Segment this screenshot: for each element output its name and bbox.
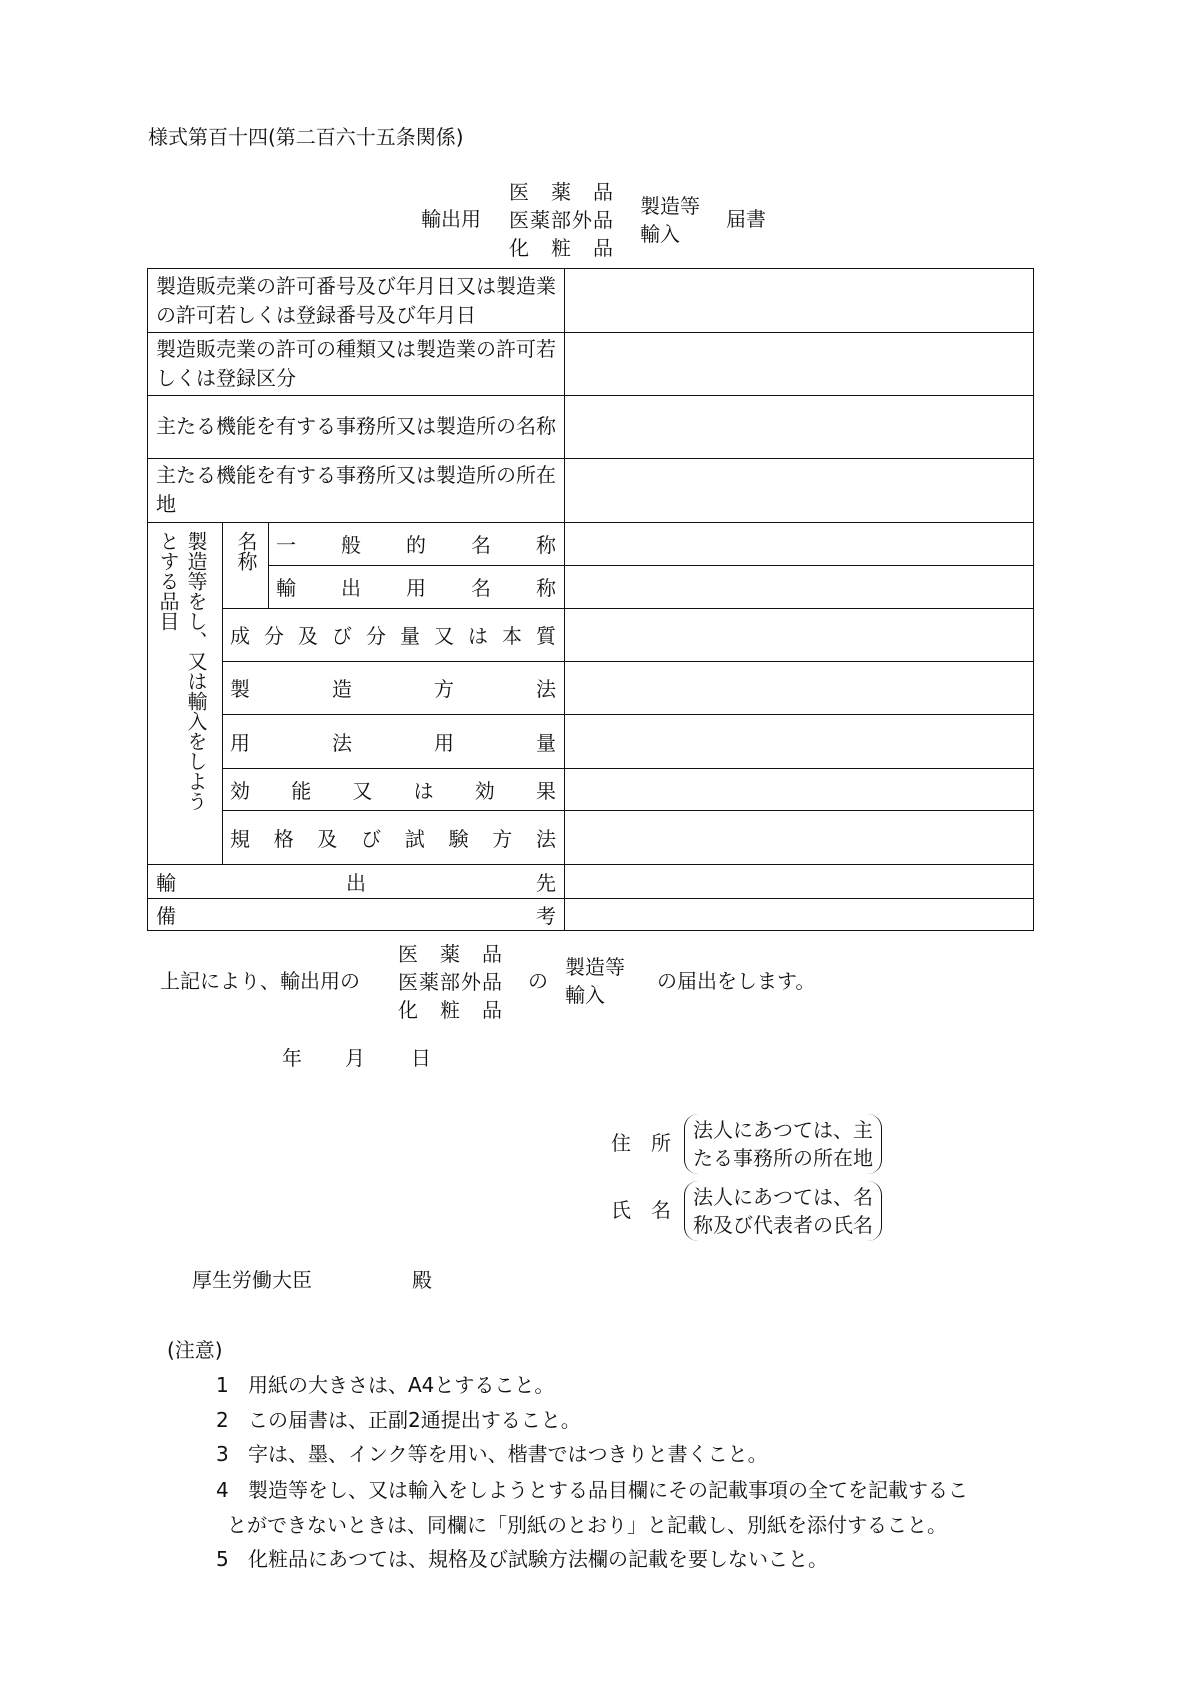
note-number: 3 [216,1442,229,1466]
note-text: 用紙の大きさは、A4とすること。 [248,1373,555,1397]
note-text: 化粧品にあつては、規格及び試験方法欄の記載を要しないこと。 [248,1547,828,1571]
note-number: 2 [216,1408,229,1432]
title-product: 医薬品 [509,180,613,204]
statement-product: 医薬部外品 [398,970,502,994]
statement-product: 医薬品 [398,942,502,966]
date-year: 年 [282,1046,302,1070]
statement-particle: の [528,969,548,993]
statement-action: 製造等 [565,955,625,979]
title-products [509,178,613,262]
notification-table [147,268,1034,931]
product-group-label: 製造等をし、又は輸入をしよう とする品目 [156,531,208,811]
row-license-number-label: 製造販売業の許可番号及び年月日又は製造業の許可若しくは登録番号及び年月日 [156,273,556,327]
statement-prefix: 上記により、輸出用の [160,969,360,993]
statement-suffix: の届出をします。 [657,969,816,993]
export-name-label: 輸出用名称 [276,576,556,600]
row-office-name-label: 主たる機能を有する事務所又は製造所の名称 [156,414,556,438]
statement-products [398,940,502,1024]
statement-product: 化粧品 [398,998,502,1022]
export-destination-label: 輸出先 [156,870,556,895]
form-number: 様式第百十四(第二百六十五条関係) [148,125,464,149]
efficacy-label: 効能又は効果 [230,778,556,803]
note-number: 1 [216,1373,229,1397]
address-note: 法人にあつては、主 たる事務所の所在地 [684,1114,882,1174]
name-group-label: 名称 [234,531,258,571]
statement-action: 輸入 [565,983,605,1007]
generic-name-label: 一般的名称 [276,533,556,557]
note-number: 5 [216,1547,229,1571]
note-text-continued: とができないときは、同欄に「別紙のとおり」と記載し、別紙を添付すること。 [227,1513,947,1537]
row-office-address-label: 主たる機能を有する事務所又は製造所の所在地 [156,463,556,516]
title-action: 製造等 [640,194,700,218]
statement-actions [565,953,669,1009]
specifications-label: 規格及び試験方法 [230,826,556,851]
title-product: 化粧品 [509,236,613,260]
notes-heading: (注意) [167,1338,223,1362]
date-day: 日 [411,1046,431,1070]
date-month: 月 [345,1046,365,1070]
note-text: 字は、墨、インク等を用い、楷書ではつきりと書くこと。 [248,1442,768,1466]
name-label: 氏 名 [611,1198,671,1222]
ingredients-label: 成分及び分量又は本質 [230,624,556,648]
title-product: 医薬部外品 [509,208,613,232]
manufacturing-method-label: 製造方法 [230,677,556,701]
title-suffix: 届書 [726,207,766,231]
row-license-type-label: 製造販売業の許可の種類又は製造業の許可若しくは登録区分 [156,336,556,390]
title-prefix: 輸出用 [421,207,481,231]
dosage-label: 用法用量 [230,730,556,755]
addressee-title: 厚生労働大臣 [192,1268,312,1292]
remarks-label: 備考 [156,903,556,928]
addressee-honorific: 殿 [412,1268,432,1292]
name-note: 法人にあつては、名 称及び代表者の氏名 [684,1181,882,1241]
title-action: 輸入 [640,222,680,246]
note-number: 4 [216,1478,229,1502]
note-text: 製造等をし、又は輸入をしようとする品目欄にその記載事項の全てを記載するこ [248,1478,968,1502]
address-label: 住 所 [611,1131,671,1155]
note-text: この届書は、正副2通提出すること。 [248,1408,581,1432]
